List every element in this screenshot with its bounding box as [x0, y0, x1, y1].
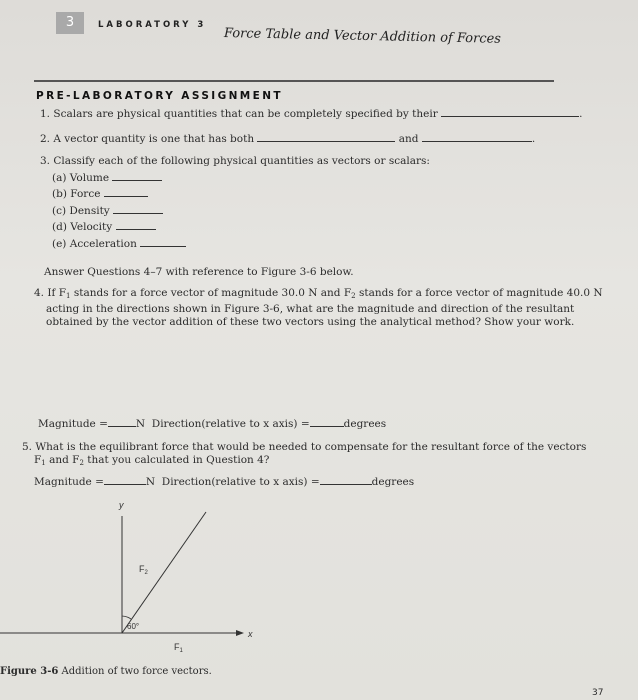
question-text: stands for a force vector of magnitude 30.0 N and F: [70, 287, 352, 299]
answer-blank[interactable]: [104, 186, 148, 197]
question-1: [40, 106, 582, 120]
answer-blank[interactable]: [140, 236, 186, 247]
answer-blank[interactable]: [441, 106, 579, 117]
f2-label: $F_2$: [139, 564, 148, 576]
answer-blank[interactable]: [116, 219, 156, 230]
instructions: Answer Questions 4–7 with reference to Figure 3-6 below.: [44, 266, 354, 278]
lab-label: LABORATORY 3: [98, 20, 207, 30]
subscript: 2: [79, 459, 84, 467]
item-text: Acceleration: [69, 238, 137, 250]
question-number: 1.: [40, 108, 51, 120]
question-5: [22, 441, 586, 470]
list-item: [52, 236, 186, 250]
page-number: 37: [592, 688, 604, 698]
angle-label: 60°: [127, 622, 140, 631]
question-number: 2.: [40, 133, 51, 145]
item-label: (d): [52, 221, 67, 233]
figure-caption: [0, 666, 212, 677]
item-text: Density: [69, 205, 110, 217]
caption-label: Figure 3-6: [0, 666, 59, 677]
subscript: 1: [66, 292, 71, 300]
answer-blank[interactable]: [257, 131, 395, 142]
magnitude-blank[interactable]: [108, 416, 136, 427]
f1-label: $F_1$: [174, 642, 183, 654]
question-text: Classify each of the following physical quantities as vectors or scalars:: [53, 155, 430, 167]
unit-label: N: [145, 476, 156, 488]
degrees-label: degrees: [371, 476, 415, 488]
and-word: and: [398, 133, 419, 145]
chapter-number-box: 3: [56, 12, 84, 34]
item-label: (c): [52, 205, 67, 217]
list-item: [52, 219, 156, 233]
item-label: (a): [52, 172, 67, 184]
subscript: 2: [351, 292, 356, 300]
subscript: 1: [41, 459, 46, 467]
question-text: and F: [45, 454, 80, 466]
caption-text: Addition of two force vectors.: [61, 666, 212, 677]
item-text: Force: [70, 188, 101, 200]
question-text: acting in the directions shown in Figure 3-6, what are the magnitude and direction of the resultant: [46, 303, 575, 315]
question-text: A vector quantity is one that has both: [53, 133, 255, 145]
chapter-title: Force Table and Vector Addition of Forces: [223, 26, 502, 47]
answer-blank[interactable]: [422, 131, 532, 142]
answer-row-1: [38, 416, 386, 430]
answer-blank[interactable]: [113, 203, 163, 214]
item-label: (b): [52, 188, 67, 200]
question-text: F: [34, 454, 42, 466]
item-text: Volume: [69, 172, 110, 184]
direction-label: Direction(relative to x axis) =: [151, 418, 310, 430]
question-number: 3.: [40, 155, 51, 167]
question-text: stands for a force vector of magnitude 40.0 N: [355, 287, 603, 299]
answer-blank[interactable]: [112, 170, 162, 181]
item-label: (e): [52, 238, 67, 250]
divider-line: [34, 80, 554, 82]
question-text: If F: [47, 287, 67, 299]
unit-label: N: [135, 418, 146, 430]
list-item: [52, 203, 163, 217]
punctuation: .: [579, 108, 583, 120]
question-text: obtained by the vector addition of these two vectors using the analytical method? Show your work.: [46, 316, 575, 328]
question-number: 4.: [34, 287, 45, 299]
question-text: Scalars are physical quantities that can be completely specified by their: [53, 108, 438, 120]
f2-vector: [122, 512, 206, 633]
degrees-label: degrees: [343, 418, 387, 430]
answer-row-2: [34, 474, 414, 488]
vector-figure: [0, 490, 638, 654]
direction-label: Direction(relative to x axis) =: [161, 476, 320, 488]
list-item: [52, 186, 148, 200]
magnitude-label: Magnitude =: [34, 476, 104, 488]
question-text: What is the equilibrant force that would be needed to compensate for the resultant force of the vectors: [35, 441, 587, 453]
x-axis-arrowhead: [236, 630, 244, 636]
list-item: [52, 170, 162, 184]
section-title: PRE-LABORATORY ASSIGNMENT: [36, 90, 283, 102]
question-4: [34, 287, 603, 329]
y-axis-label: y: [119, 500, 124, 510]
question-text: that you calculated in Question 4?: [83, 454, 270, 466]
item-text: Velocity: [70, 221, 113, 233]
angle-arc: [122, 616, 131, 619]
magnitude-label: Magnitude =: [38, 418, 108, 430]
direction-blank[interactable]: [320, 474, 372, 485]
question-number: 5.: [22, 441, 33, 453]
direction-blank[interactable]: [310, 416, 344, 427]
x-axis-label: x: [248, 629, 253, 639]
question-2: [40, 131, 535, 145]
question-3: [40, 155, 430, 167]
punctuation: .: [531, 133, 536, 145]
magnitude-blank[interactable]: [104, 474, 146, 485]
